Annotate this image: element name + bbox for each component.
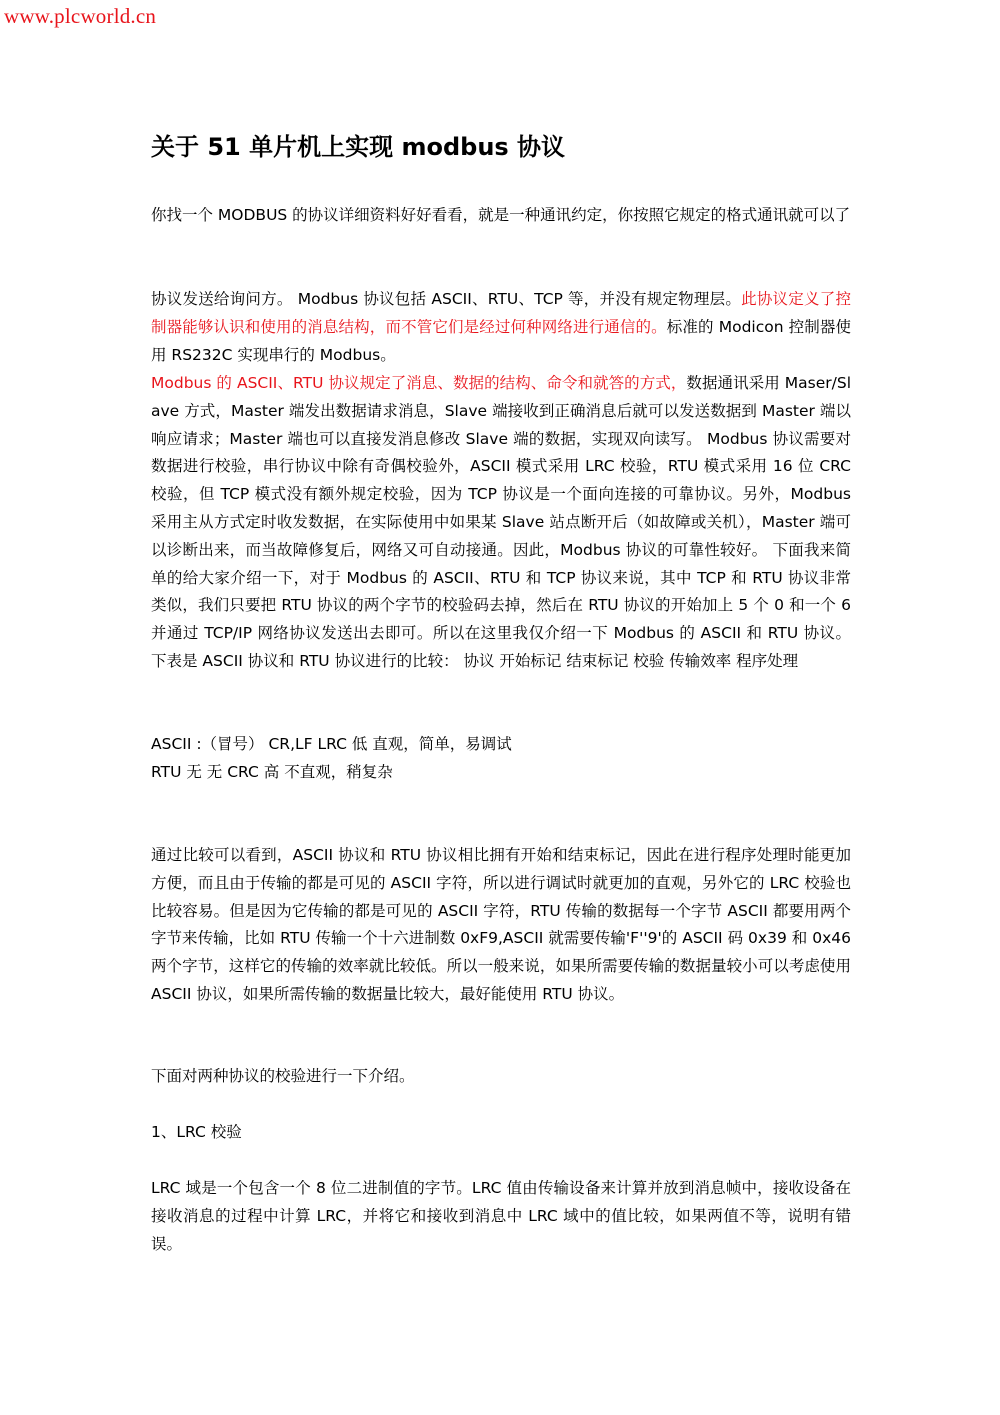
paragraph-lrc: LRC 域是一个包含一个 8 位二进制值的字节。LRC 值由传输设备来计算并放到消息帧中，接收设备在接收消息的过程中计算 LRC，并将它和接收到消息中 LRC 域中的值比较，如果两值不等，说明有错误。	[151, 1179, 851, 1253]
details-text-body: 数据通讯采用 Maser/Slave 方式，Master 端发出数据请求消息，Slave 端接收到正确消息后就可以发送数据到 Master 端以响应请求；Master 端也可以直接发消息修改 Slave 端的数据，实现双向读写。 Modbus 协议需要对数据进行校验，串行协议中除有奇偶校验外，ASCII 模式采用 LRC 校验，RTU 模式采用 16 位 CRC 校验，但 TCP 模式没有额外规定校验，因为 TCP 协议是一个面向连接的可靠协议。另外，Modbus 采用主从方式定时收发数据，在实际使用中如果某 Slave 站点断开后（如故障或关机），Master 端可以诊断出来，而当故障修复后，网络又可自动接通。因此，Modbus 协议的可靠性较好。 下面我来简单的给大家介绍一下，对于 Modbus 的 ASCII、RTU 和 TCP 协议来说，其中 TCP 和 RTU 协议非常类似，我们只要把 RTU 协议的两个字节的校验码去掉，然后在 RTU 协议的开始加上 5 个 0 和一个 6 并通过 TCP/IP 网络协议发送出去即可。所以在这里我仅介绍一下 Modbus 的 ASCII 和 RTU 协议。 下表是 ASCII 协议和 RTU 协议进行的比较： 协议 开始标记 结束标记 校验 传输效率 程序处理	[151, 374, 851, 670]
overview-text-c: 标准的 Modicon 控制器使用 RS232C 实现串行的 Modbus。	[151, 317, 851, 364]
section-heading-lrc: 1、LRC 校验	[151, 1123, 242, 1141]
comparison-row-ascii: ASCII :（冒号） CR,LF LRC 低 直观，简单，易调试	[151, 735, 512, 753]
overview-text-highlight: 此协议定义了控制器能够认识和使用的消息结构，而不管它们是经过何种网络进行通信的。	[151, 290, 851, 336]
paragraph-protocol-overview	[151, 286, 851, 369]
page-title: 关于 51 单片机上实现 modbus 协议	[151, 133, 566, 161]
overview-text-a: 协议发送给询问方。 Modbus 协议包括 ASCII、RTU、TCP 等，并没有规定物理层。	[151, 290, 742, 308]
details-text-highlight: Modbus 的 ASCII、RTU 协议规定了消息、数据的结构、命令和就答的方式，	[151, 374, 687, 392]
comparison-row-rtu: RTU 无 无 CRC 高 不直观，稍复杂	[151, 763, 393, 781]
paragraph-checksum-intro: 下面对两种协议的校验进行一下介绍。	[151, 1067, 415, 1085]
watermark-url: www.plcworld.cn	[4, 4, 157, 28]
paragraph-comparison: 通过比较可以看到，ASCII 协议和 RTU 协议相比拥有开始和结束标记，因此在进行程序处理时能更加方便，而且由于传输的都是可见的 ASCII 字符，所以进行调试时就更加的直观，另外它的 LRC 校验也比较容易。但是因为它传输的都是可见的 ASCII 字符，RTU 传输的数据每一个字节 ASCII 都要用两个字节来传输，比如 RTU 传输一个十六进制数 0xF9,ASCII 就需要传输'F''9'的 ASCII 码 0x39 和 0x46 两个字节，这样它的传输的效率就比较低。所以一般来说，如果所需要传输的数据量较小可以考虑使用 ASCII 协议，如果所需传输的数据量比较大，最好能使用 RTU 协议。	[151, 846, 851, 1003]
paragraph-modbus-details	[151, 370, 851, 676]
paragraph-intro: 你找一个 MODBUS 的协议详细资料好好看看，就是一种通讯约定，你按照它规定的格式通讯就可以了	[151, 206, 851, 224]
